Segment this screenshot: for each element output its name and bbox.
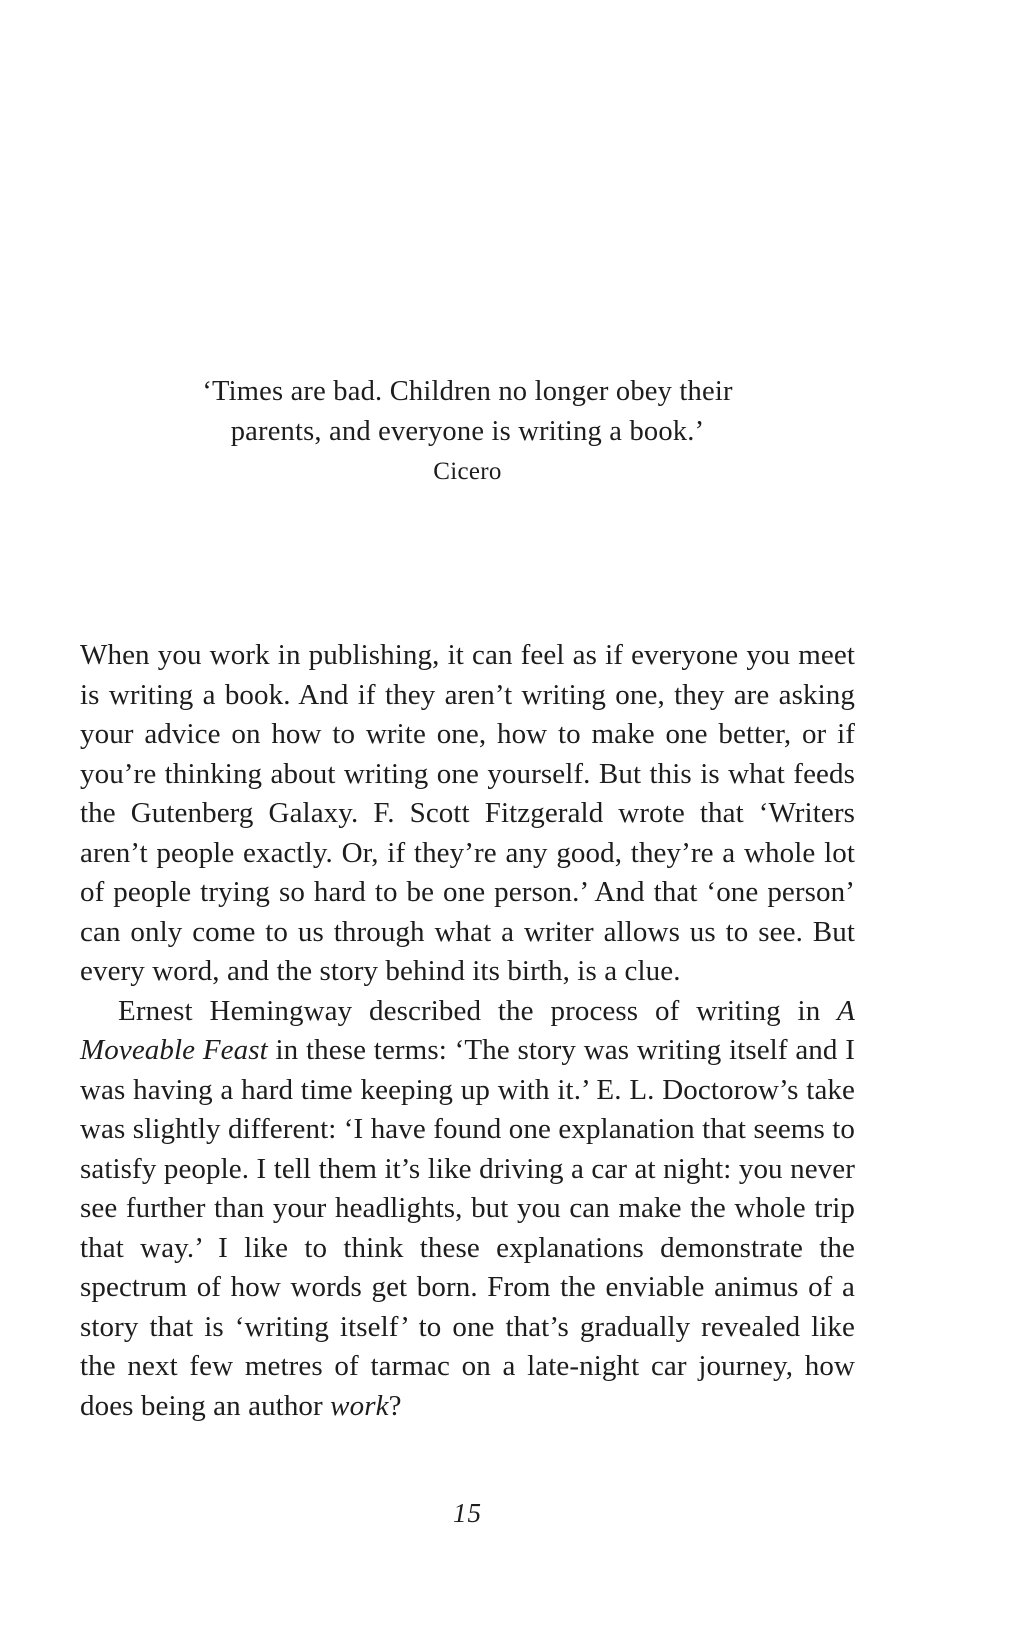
- emphasis-word-italic: work: [330, 1389, 389, 1422]
- paragraph-2-text-start: Ernest Hemingway described the process of writing in: [118, 994, 838, 1027]
- epigraph-line-2: parents, and everyone is writing a book.’: [230, 416, 705, 447]
- page-number: 15: [453, 1498, 482, 1528]
- paragraph-2-text-middle: in these terms: ‘The story was writing itself and I was having a hard time keeping up with it.’ E. L. Doctorow’s take was slightly different: ‘I have found one explanation that seems to satisfy people. I tell them it’s like driving a car at night: you never see further than your headlights, but you can make the whole trip that way.’ I like to think these explanations demonstrate the spectrum of how words get born. From the enviable animus of a story that is ‘writing itself’ to one that’s gradually revealed like the next few metres of tarmac on a late-night car journey, how does being an author: [80, 1034, 855, 1422]
- epigraph-attribution: Cicero: [433, 458, 502, 485]
- paragraph-1: When you work in publishing, it can feel as if everyone you meet is writing a book. And if they aren’t writing one, they are asking your advice on how to write one, how to make one better, or if you’re thinking about writing one yourself. But this is what feeds the Gutenberg Galaxy. F. Scott Fitzgerald wrote that ‘Writers aren’t people exactly. Or, if they’re any good, they’re a whole lot of people trying so hard to be one person.’ And that ‘one person’ can only come to us through what a writer allows us to see. But every word, and the story behind its birth, is a clue.: [80, 639, 855, 987]
- body-text: [80, 636, 855, 1426]
- epigraph-quote: [80, 372, 855, 452]
- page-content: [80, 0, 855, 1426]
- epigraph-line-1: ‘Times are bad. Children no longer obey their: [202, 376, 733, 407]
- paragraph-2-text-end: ?: [388, 1389, 402, 1422]
- paragraph-2: [80, 992, 855, 1427]
- book-title-italic: A Moveable Feast: [80, 994, 855, 1066]
